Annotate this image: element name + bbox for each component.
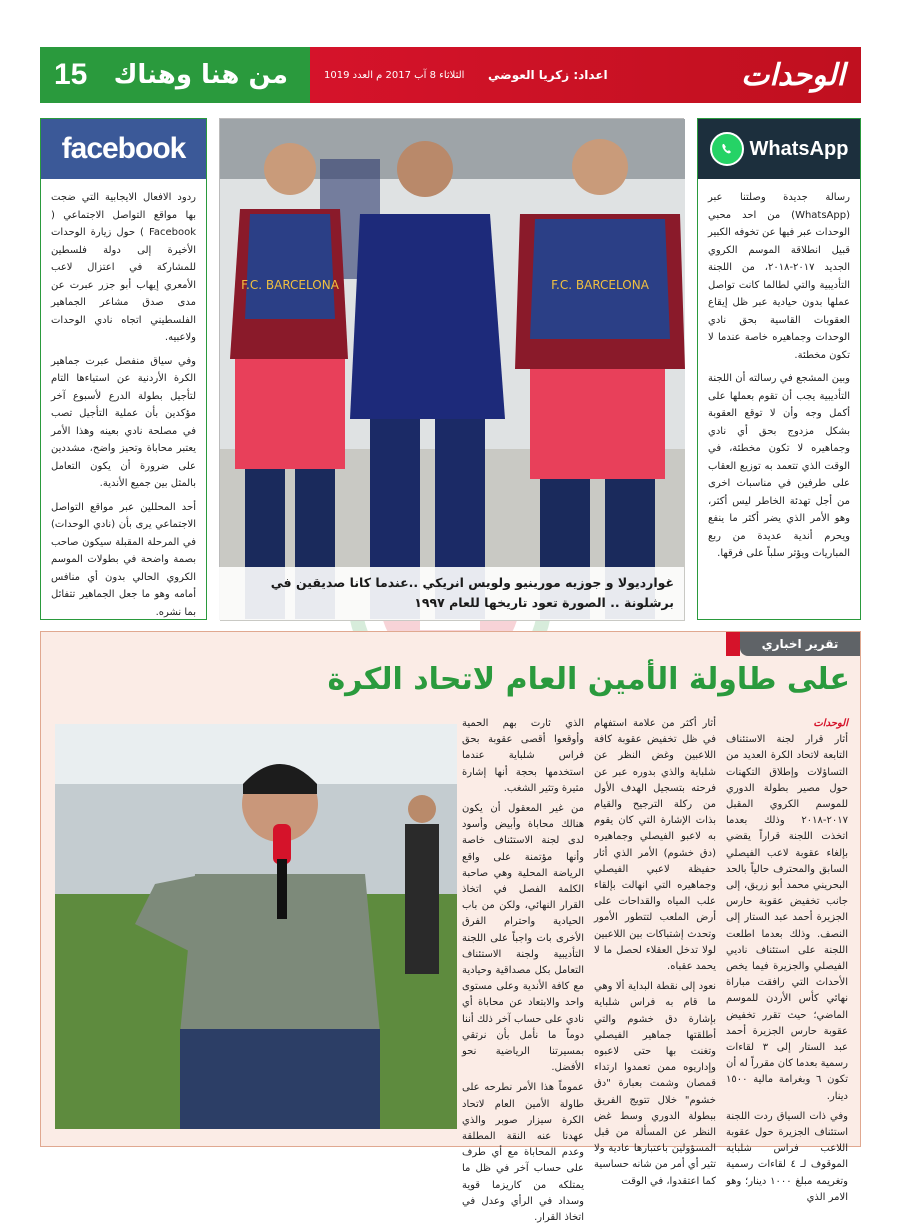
report-paragraph: من غير المعقول أن يكون هنالك محاباة وأبيض وأسود لدى لجنة الاستئناف خاصة وأنها مؤتمنة على واقع الرياضة المحلية وهي صاحبة الكلمة الفصل في اتخاذ القرار النهائي، ولكن من باب الحيادية واحترام الفرق الأخرى بات واجباً على اللجنة التأديبية ولجنة الاستئناف التعامل بكل مصداقية وحيادية مع كافة الأندية وعلى مستوى واحد والابتعاد عن محاباة أي نادي على حساب آخر ذلك أننا دوماً ما نأمل بأن نرتقي بمسيرتنا الرياضية نحو الأفضل. — [462, 803, 584, 1074]
section-title: من هنا وهناك — [113, 60, 288, 90]
report-column-2 — [594, 716, 716, 1194]
barcelona-photo-illustration — [220, 119, 685, 621]
photo-caption: غوارديولا و جوزيه مورينيو ولويس انريكي ..عندما كانا صديقين في برشلونة .. الصورة تعود تاريخها للعام ١٩٩٧ — [219, 567, 684, 620]
whatsapp-text — [698, 179, 860, 579]
whatsapp-header — [698, 119, 860, 179]
whatsapp-title: WhatsApp — [749, 137, 849, 160]
report-paragraph: أثار قرار لجنة الاستئناف التابعة لاتحاد الكرة العديد من التساؤلات وإطلاق التكهنات حول مصير بطولة الدوري للموسم الكروي المقبل ٢٠١٧-٢٠١٨ وذلك بعدما اتخذت اللجنة قراراً يقضي بإلغاء عقوبة لاعب الفيصلي السابق والمحترف حالياً بالحد البحريني محمد أبو زريق، إلى جانب تخفيض عقوبة حارس الجزيرة أحمد عبد الستار إلى النصف. وذلك بعدما اطلعت اللجنة على استئناف ناديي الفيصلي والجزيرة فيما يخص الأحداث التي رافقت مباراة نهائي كأس الأردن للموسم الماضي؛ حيث تقرر تخفيض عقوبة حارس الجزيرة أحمد عبد الستار إلى ٣ لقاءات رسمية بعدما كان مقرراً له أن تكون ٦ وبغرامة مالية ١٥٠٠ دينار. — [726, 734, 848, 1102]
report-paragraph: الذي ثارت بهم الحمية وأوقعوا أقصى عقوبة بحق فراس شلباية عندما استخدمها بحجة أنها إشارة مثيرة وتثير الشغب. — [462, 718, 584, 794]
issue-date: الثلاثاء 8 آب 2017 م العدد 1019 — [324, 69, 465, 81]
report-paragraph: عموماً هذا الأمر نطرحه على طاولة الأمين العام لاتحاد الكرة سيزار صوبر والذي عهدنا عنه النقة المطلقة وعدم المحاباة مع أي طرف على حساب آخر في ظل ما يمتلكه من كاريزما قوية وسداد في الرأي وعدل في اتخاذ القرار. — [462, 1082, 584, 1224]
facebook-column — [40, 118, 207, 620]
report-paragraph: أثار أكثر من علامة استفهام في ظل تخفيض عقوبة كافة اللاعبين وغض النظر عن شلباية والذي بدوره عبر عن فرحته بتسجيل الهدف الأول من ركلة الترجيح والقيام بذات الإشارة التي كان يقوم به لاعبو الفيصلي وجماهيره (دق خشوم) الأمر الذي أثار حفيظة لاعبي الفيصلي وجماهيره التي انهالت بإلقاء علب المياه والقداحات على أرض الملعب لتتطور الأمور وتحدث إشتباكات بين اللاعبين لولا تدخل العقلاء لحصل ما لا يحمد عقباه. — [594, 718, 716, 973]
whatsapp-column — [697, 118, 861, 620]
facebook-header — [41, 119, 206, 179]
speaker-photo — [55, 724, 457, 1129]
shirt-text-left: F.C. BARCELONA — [241, 278, 339, 292]
report-paragraph: نعود إلى نقطة البداية ألا وهي ما قام به فراس شلباية بإشارة دق خشوم والتي أطلقتها جماهير الفيصلي وتغنت بها حتى لاعبوه وإداريوه ممن تعمدوا ارتداء قمصان وشمت بعبارة "دق خشوم" خلال تتويج الفريق ببطولة الدوري وسط غض النظر عن المسألة من قبل المسؤولين باعتبارها عادية ولا تثير أي أمر من شانه حساسية كما اعتقدوا، في الوقت — [594, 981, 716, 1187]
whatsapp-paragraph: رسالة جديدة وصلتنا عبر (WhatsApp) من احد محبي الوحدات عبر فيها عن تخوفه الكبير قبيل انطلاقة الموسم الكروي الجديد ٢٠١٧-٢٠١٨، من اللجنة التأديبية والتي لطالما كانت تواصل عملها بدون حيادية عبر ظل إيقاع العقوبات القاسية بحق نادي الوحدات وجماهيره خاصة عندما لا تكون مخطئة. — [708, 192, 850, 361]
report-column-3 — [462, 716, 584, 1230]
page-header — [40, 47, 861, 103]
whatsapp-icon — [710, 132, 744, 166]
report-headline: على طاولة الأمين العام لاتحاد الكرة — [327, 662, 850, 697]
facebook-logo: facebook — [61, 132, 186, 165]
news-report — [40, 631, 861, 1224]
speaker-photo-illustration — [55, 724, 457, 1129]
report-paragraph: وفي ذات السياق ردت اللجنة استئناف الجزيرة حول عقوبة اللاعب فراس شلباية الموقوف لـ ٤ لقاءات رسمية وتغريمه مبلغ ١٠٠٠ دينار؛ وهو الامر الذي — [726, 1110, 849, 1203]
facebook-text — [41, 179, 206, 637]
shirt-text-right: F.C. BARCELONA — [551, 278, 649, 292]
facebook-paragraph: ردود الافعال الايجابية التي ضجت بها مواقع التواصل الاجتماعي ( Facebook ) حول زيارة الوحدات الأخيرة إلى دولة فلسطين للمشاركة في اعتزال لاعب الأمعري إيهاب أبو جزر عبرت عن مدى صدق مشاعر الجماهير الفلسطيني اتجاه نادي الوحدات ولاعبيه. — [51, 192, 196, 343]
brand-logo: الوحدات — [741, 57, 845, 93]
report-byline: الوحدات — [813, 718, 848, 729]
page-number: 15 — [54, 58, 88, 91]
brand-banner — [310, 47, 861, 103]
editor-credit: اعداد: زكريا العوضي — [487, 68, 608, 82]
report-column-1 — [726, 716, 848, 1210]
whatsapp-paragraph: وبين المشجع في رسالته أن اللجنة التأديبية يجب أن تقوم بعملها على أكمل وجه وأن لا توقع العقوبة بشكل مزدوج بحق أي نادي وجماهيره لا تكون مخطئة، في الوقت الذي تتعمد به توزيع العقاب على طرفين في مناسبات اخرى من أجل تهدئة الخاطر ليس أكثر، وهو الأمر الذي يضر أكثر ما ينفع ويحرم أندية عديدة من ربع المباريات ويؤثر سلباً على فرقها. — [708, 373, 850, 559]
report-tag: تقرير اخباري — [740, 632, 860, 656]
barcelona-photo — [219, 118, 684, 620]
facebook-paragraph: وفي سياق منفصل عبرت جماهير الكرة الأردنية عن استياءها التام لتأجيل بطولة الدرع لأسبوع آخر مؤكدين بأن عملية التأجيل تصب في مصلحة نادي بعينه وهذا الأمر يعتبر محاباة وتحيز واضح، مشددين على ضرورة أن يكون التعامل بالمثل بين جميع الأندية. — [51, 355, 196, 489]
section-banner — [40, 47, 310, 103]
facebook-paragraph: أحد المحللين عبر مواقع التواصل الاجتماعي يرى بأن (نادي الوحدات) في المرحلة المقبلة سيكون صاحب بصمة واضحة في بطولات الموسم الكروي الحالي بدون أي منافس أمامه وهو ما جعل الجماهير تتفائل بما نشره. — [51, 501, 196, 618]
